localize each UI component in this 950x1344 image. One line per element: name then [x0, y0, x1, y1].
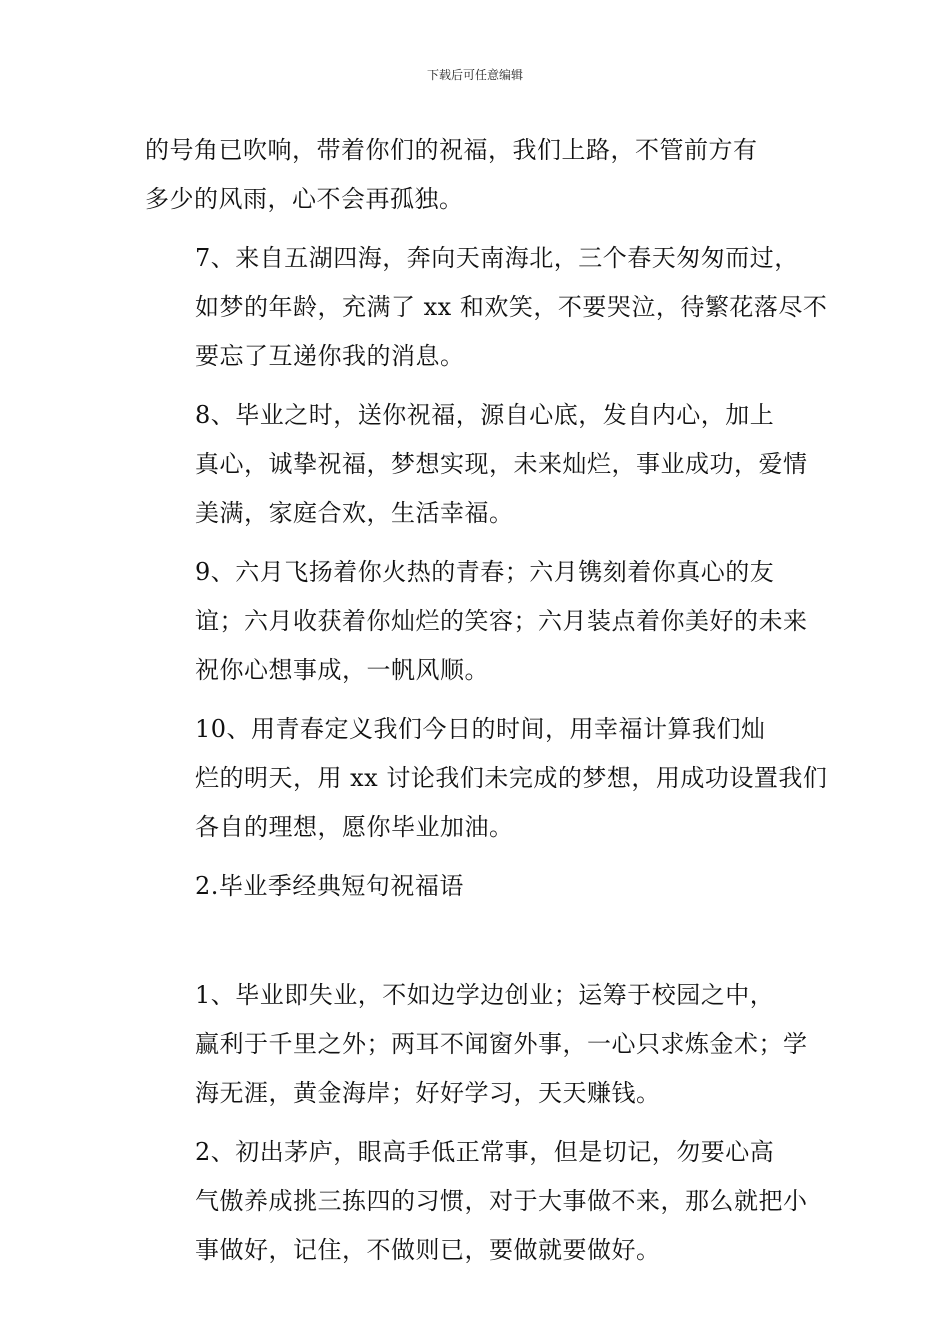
paragraph [145, 1128, 815, 1275]
text-line: 真心，诚挚祝福，梦想实现，未来灿烂，事业成功，爱情 [195, 450, 808, 478]
text-line: 各自的理想，愿你毕业加油。 [195, 813, 514, 841]
text-line: 7、来自五湖四海，奔向天南海北，三个春天匆匆而过， [195, 244, 799, 272]
text-line: 祝你心想事成，一帆风顺。 [195, 656, 489, 684]
text-line: 赢利于千里之外；两耳不闻窗外事，一心只求炼金术；学 [195, 1030, 808, 1058]
text-line: 气傲养成挑三拣四的习惯，对于大事做不来，那么就把小 [195, 1187, 808, 1215]
text-line: 事做好，记住，不做则已，要做就要做好。 [195, 1236, 661, 1264]
text-line: 海无涯，黄金海岸；好好学习，天天赚钱。 [195, 1079, 661, 1107]
text-line: 8、毕业之时，送你祝福，源自心底，发自内心，加上 [195, 401, 775, 429]
page-header: 下载后可任意编辑 [426, 68, 523, 82]
text-line: 的号角已吹响，带着你们的祝福，我们上路，不管前方有 [145, 136, 758, 164]
paragraph [145, 126, 815, 224]
text-line: 烂的明天，用 xx 讨论我们未完成的梦想，用成功设置我们 [195, 764, 828, 792]
text-line: 2.毕业季经典短句祝福语 [195, 872, 464, 900]
text-line: 要忘了互递你我的消息。 [195, 342, 465, 370]
paragraph [145, 705, 828, 852]
paragraph [145, 971, 815, 1118]
text-line: 谊；六月收获着你灿烂的笑容；六月装点着你美好的未来 [195, 607, 808, 635]
text-line: 1、毕业即失业，不如边学边创业；运筹于校园之中， [195, 981, 775, 1009]
text-line: 2、初出茅庐，眼高手低正常事，但是切记，勿要心高 [195, 1138, 775, 1166]
text-line: 9、六月飞扬着你火热的青春；六月镌刻着你真心的友 [195, 558, 775, 586]
text-line: 如梦的年龄，充满了 xx 和欢笑，不要哭泣，待繁花落尽不 [195, 293, 828, 321]
document-body [145, 126, 828, 1285]
text-line: 美满，家庭合欢，生活幸福。 [195, 499, 514, 527]
paragraph [145, 234, 828, 381]
section-heading [145, 862, 815, 911]
paragraph [145, 391, 815, 538]
text-line: 10、用青春定义我们今日的时间，用幸福计算我们灿 [195, 715, 766, 743]
paragraph [145, 548, 815, 695]
text-line: 多少的风雨，心不会再孤独。 [145, 185, 464, 213]
